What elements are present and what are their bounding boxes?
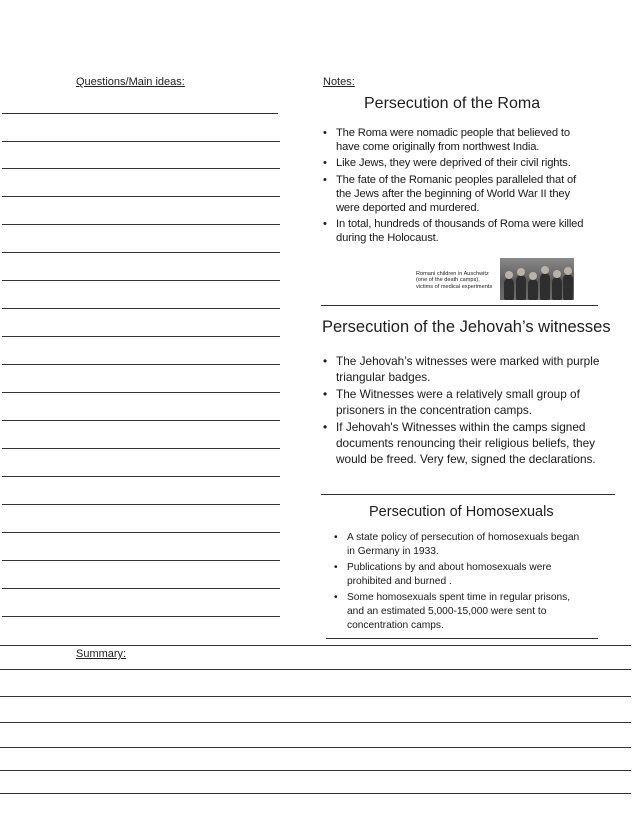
roma-bullet: • The fate of the Romanic peoples paralleled that of the Jews after the beginning of World War II they were deported and murdered. <box>322 173 594 216</box>
answer-line[interactable] <box>2 448 280 449</box>
answer-line[interactable] <box>2 532 280 533</box>
jehovahs-witnesses-section-title: Persecution of the Jehovah’s witnesses <box>322 318 611 336</box>
summary-line[interactable] <box>0 669 631 670</box>
section-divider <box>321 305 598 306</box>
summary-line[interactable] <box>0 747 631 748</box>
jehovahs-witnesses-bullet-list <box>322 354 602 469</box>
summary-label: Summary: <box>76 648 127 660</box>
jehovahs-witnesses-bullet: • The Jehovah’s witnesses were marked with purple triangular badges. <box>322 354 602 385</box>
questions-main-ideas-label: Questions/Main ideas: <box>76 76 185 88</box>
roma-bullet: • In total, hundreds of thousands of Roma were killed during the Holocaust. <box>322 217 594 245</box>
homosexuals-bullet: • A state policy of persecution of homosexuals began in Germany in 1933. <box>333 531 589 558</box>
summary-top-rule <box>0 645 631 646</box>
answer-line[interactable] <box>2 280 280 281</box>
summary-line[interactable] <box>0 793 631 794</box>
homosexuals-bullet: • Some homosexuals spent time in regular prisons, and an estimated 5,000-15,000 were sent to concentration camps. <box>333 591 589 632</box>
summary-line[interactable] <box>0 722 631 723</box>
answer-line[interactable] <box>2 588 280 589</box>
photo-caption-line: victims of medical experiments <box>416 283 493 290</box>
section-divider <box>321 494 615 495</box>
answer-line[interactable] <box>2 252 280 253</box>
summary-line[interactable] <box>0 696 631 697</box>
summary-line[interactable] <box>0 770 631 771</box>
answer-line[interactable] <box>2 336 280 337</box>
answer-line[interactable] <box>2 141 280 142</box>
answer-line[interactable] <box>2 308 280 309</box>
answer-line[interactable] <box>2 196 280 197</box>
answer-line[interactable] <box>2 420 280 421</box>
roma-bullet: • Like Jews, they were deprived of their civil rights. <box>322 156 594 170</box>
answer-line[interactable] <box>2 224 280 225</box>
roma-bullet-list <box>322 126 594 248</box>
answer-line[interactable] <box>2 168 280 169</box>
photo-caption <box>416 271 506 290</box>
answer-line[interactable] <box>2 392 280 393</box>
answer-line[interactable] <box>2 560 280 561</box>
notes-label: Notes: <box>323 76 355 88</box>
jehovahs-witnesses-bullet: • The Witnesses were a relatively small group of prisoners in the concentration camps. <box>322 387 602 418</box>
answer-line[interactable] <box>2 476 280 477</box>
jehovahs-witnesses-bullet: • If Jehovah's Witnesses within the camps signed documents renouncing their religious beliefs, they would be freed. Very few, signed the declarations. <box>322 420 602 467</box>
section-divider <box>326 638 598 639</box>
photo-caption-line: (one of the death camps), <box>416 277 480 284</box>
roma-bullet: • The Roma were nomadic people that believed to have come originally from northwest India. <box>322 126 594 154</box>
answer-line[interactable] <box>2 504 280 505</box>
homosexuals-bullet-list <box>333 531 589 635</box>
answer-line[interactable] <box>2 364 280 365</box>
photo-caption-line: Romani children in Auschwitz <box>416 271 489 277</box>
romani-children-photo <box>500 258 574 300</box>
homosexuals-section-title: Persecution of Homosexuals <box>369 504 554 520</box>
answer-line[interactable] <box>2 616 280 617</box>
roma-section-title: Persecution of the Roma <box>364 95 541 112</box>
homosexuals-bullet: • Publications by and about homosexuals were prohibited and burned . <box>333 561 589 588</box>
answer-line[interactable] <box>2 113 278 114</box>
